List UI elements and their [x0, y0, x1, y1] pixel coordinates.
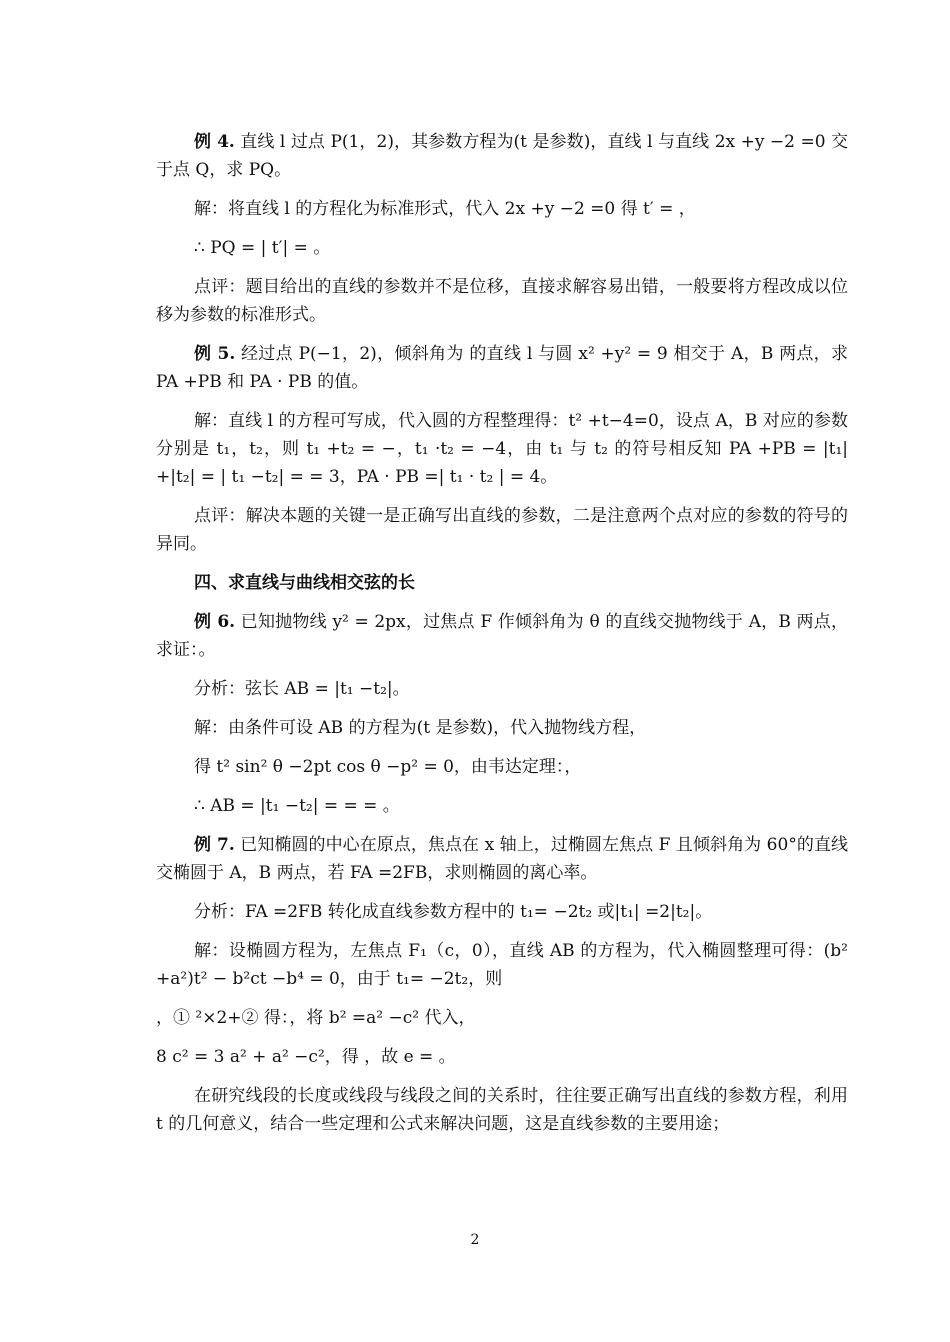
document-body	[156, 128, 848, 1149]
page-number: 2	[470, 1232, 480, 1248]
paragraph-text: 解：由条件可设 AB 的方程为(t 是参数)，代入抛物线方程，	[194, 718, 647, 738]
paragraph-text: 分析：弦长 AB = |t₁ −t₂|。	[194, 679, 410, 699]
paragraph-text: 已知抛物线 y² = 2px，过焦点 F 作倾斜角为 θ 的直线交抛物线于 A，B 两点，求证：。	[156, 612, 848, 660]
derivation-paragraph	[156, 753, 848, 781]
example-label: 例 4.	[194, 132, 235, 152]
paragraph-text: ∴ AB = |t₁ −t₂| = = = 。	[194, 796, 400, 816]
comment-paragraph	[156, 502, 848, 558]
paragraph-text: 得 t² sin² θ −2pt cos θ −p² = 0，由韦达定理：，	[194, 757, 582, 777]
analysis-paragraph	[156, 675, 848, 703]
conclusion-paragraph	[156, 792, 848, 820]
summary-paragraph	[156, 1082, 848, 1138]
paragraph-text: ，① ²×2+② 得：，将 b² =a² −c² 代入，	[156, 1008, 476, 1028]
paragraph-text: 在研究线段的长度或线段与线段之间的关系时，往往要正确写出直线的参数方程，利用 t 的几何意义，结合一些定理和公式来解决问题，这是直线参数的主要用途；	[156, 1086, 848, 1134]
paragraph-text: 点评：解决本题的关键一是正确写出直线的参数，二是注意两个点对应的参数的符号的异同。	[156, 506, 848, 554]
paragraph-text: 点评：题目给出的直线的参数并不是位移，直接求解容易出错，一般要将方程改成以位移为参数的标准形式。	[156, 277, 848, 325]
paragraph-text: 解：直线 l 的方程可写成，代入圆的方程整理得：t² +t−4=0，设点 A，B 对应的参数分别是 t₁，t₂，则 t₁ +t₂ = −，t₁ ·t₂ = −4，由 t₁ 与 t₂ 的符号相反知 PA +PB = |t₁| +|t₂| = | t₁ −t₂| = = 3，PA · PB =| t₁ · t₂ | = 4。	[156, 411, 848, 487]
paragraph-text: 经过点 P(−1，2)，倾斜角为 的直线 l 与圆 x² +y² = 9 相交于 A，B 两点，求 PA +PB 和 PA · PB 的值。	[156, 344, 848, 392]
solution-paragraph	[156, 407, 848, 491]
paragraph-text: ∴ PQ = | t′| = 。	[194, 238, 331, 258]
paragraph-text: 已知椭圆的中心在原点，焦点在 x 轴上，过椭圆左焦点 F 且倾斜角为 60°的直线交椭圆于 A，B 两点，若 FA =2FB，求则椭圆的离心率。	[156, 835, 849, 883]
example-label: 例 7.	[194, 835, 235, 855]
conclusion-paragraph	[156, 234, 848, 262]
example-5-paragraph	[156, 340, 848, 396]
paragraph-text: 直线 l 过点 P(1，2)，其参数方程为(t 是参数)，直线 l 与直线 2x +y −2 =0 交于点 Q，求 PQ。	[156, 132, 848, 180]
paragraph-text: 解：将直线 l 的方程化为标准形式，代入 2x +y −2 =0 得 t′ = ，	[194, 199, 696, 219]
solution-paragraph	[156, 937, 848, 993]
solution-paragraph	[156, 195, 848, 223]
example-label: 例 5.	[194, 344, 236, 364]
paragraph-text: 8 c² = 3 a² + a² −c²，得 ，故 e = 。	[156, 1047, 456, 1067]
example-6-paragraph	[156, 608, 848, 664]
example-label: 例 6.	[194, 612, 236, 632]
analysis-paragraph	[156, 898, 848, 926]
paragraph-text: 解：设椭圆方程为，左焦点 F₁（c，0），直线 AB 的方程为，代入椭圆整理可得：(b² +a²)t² − b²ct −b⁴ = 0，由于 t₁= −2t₂，则	[156, 941, 848, 989]
solution-paragraph	[156, 714, 848, 742]
comment-paragraph	[156, 273, 848, 329]
paragraph-text: 分析：FA =2FB 转化成直线参数方程中的 t₁= −2t₂ 或|t₁| =2|t₂|。	[194, 902, 713, 922]
example-4-paragraph	[156, 128, 848, 184]
example-7-paragraph	[156, 831, 848, 887]
derivation-paragraph	[156, 1043, 848, 1071]
derivation-paragraph	[156, 1004, 848, 1032]
section-heading: 四、求直线与曲线相交弦的长	[194, 573, 415, 593]
